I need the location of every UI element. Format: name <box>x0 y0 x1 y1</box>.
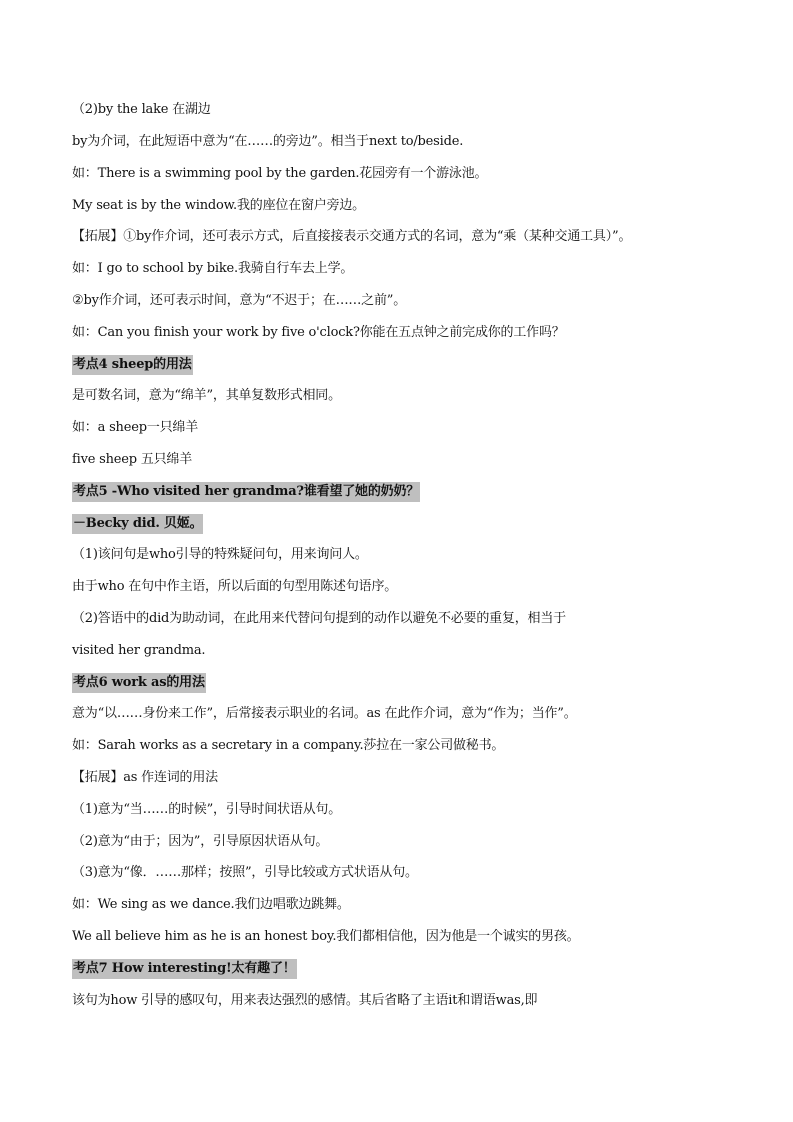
text-line: （2)意为“由于；因为”，引导原因状语从句。 <box>72 834 329 849</box>
text-line: ②by作介词，还可表示时间，意为“不迟于；在……之前”。 <box>72 293 407 308</box>
text-line: 意为“以……身份来工作”，后常接表示职业的名词。as 在此作介词，意为“作为；当作”。 <box>72 706 577 721</box>
text-line: 是可数名词，意为“绵羊”，其单复数形式相同。 <box>72 388 341 403</box>
text-line: by为介词，在此短语中意为“在……的旁边”。相当于next to/beside. <box>72 134 464 149</box>
text-line: 如：We sing as we dance.我们边唱歌边跳舞。 <box>72 897 350 912</box>
text-line: 如：I go to school by bike.我骑自行车去上学。 <box>72 261 354 276</box>
text-line: 该句为how 引导的感叹句，用来表达强烈的感情。其后省略了主语it和谓语was,即 <box>72 993 538 1008</box>
text-line: （1)意为“当……的时候”，引导时间状语从句。 <box>72 802 342 817</box>
text-line: visited her grandma. <box>72 643 206 658</box>
text-line: 如：There is a swimming pool by the garden.花园旁有一个游泳池。 <box>72 166 488 181</box>
section-heading: 考点4 sheep的用法 <box>72 355 193 375</box>
text-line: five sheep 五只绵羊 <box>72 452 193 467</box>
section-heading: 考点7 How interesting!太有趣了！ <box>72 959 297 979</box>
text-line: We all believe him as he is an honest boy.我们都相信他，因为他是一个诚实的男孩。 <box>72 929 580 944</box>
text-line: 如：a sheep一只绵羊 <box>72 420 199 435</box>
section-heading: 考点5 -Who visited her grandma?谁看望了她的奶奶？ <box>72 482 420 502</box>
section-heading: 考点6 work as的用法 <box>72 673 206 693</box>
text-line: （3)意为“像．……那样；按照”，引导比较或方式状语从句。 <box>72 865 418 880</box>
text-line: （1)该问句是who引导的特殊疑问句，用来询问人。 <box>72 547 368 562</box>
text-line: （2)答语中的did为助动词，在此用来代替问句提到的动作以避免不必要的重复，相当于 <box>72 611 566 626</box>
text-line: 如：Sarah works as a secretary in a company.莎拉在一家公司做秘书。 <box>72 738 505 753</box>
text-line: My seat is by the window.我的座位在窗户旁边。 <box>72 198 365 213</box>
text-line: 【拓展】as 作连词的用法 <box>72 770 218 785</box>
section-heading: －Becky did. 贝姬。 <box>72 514 203 534</box>
text-line: 【拓展】①by作介词，还可表示方式，后直接接表示交通方式的名词，意为“乘（某种交通工具）”。 <box>72 229 632 244</box>
text-line: （2)by the lake 在湖边 <box>72 102 211 117</box>
text-line: 如：Can you finish your work by five o'clock?你能在五点钟之前完成你的工作吗？ <box>72 325 565 340</box>
text-line: 由于who 在句中作主语，所以后面的句型用陈述句语序。 <box>72 579 398 594</box>
